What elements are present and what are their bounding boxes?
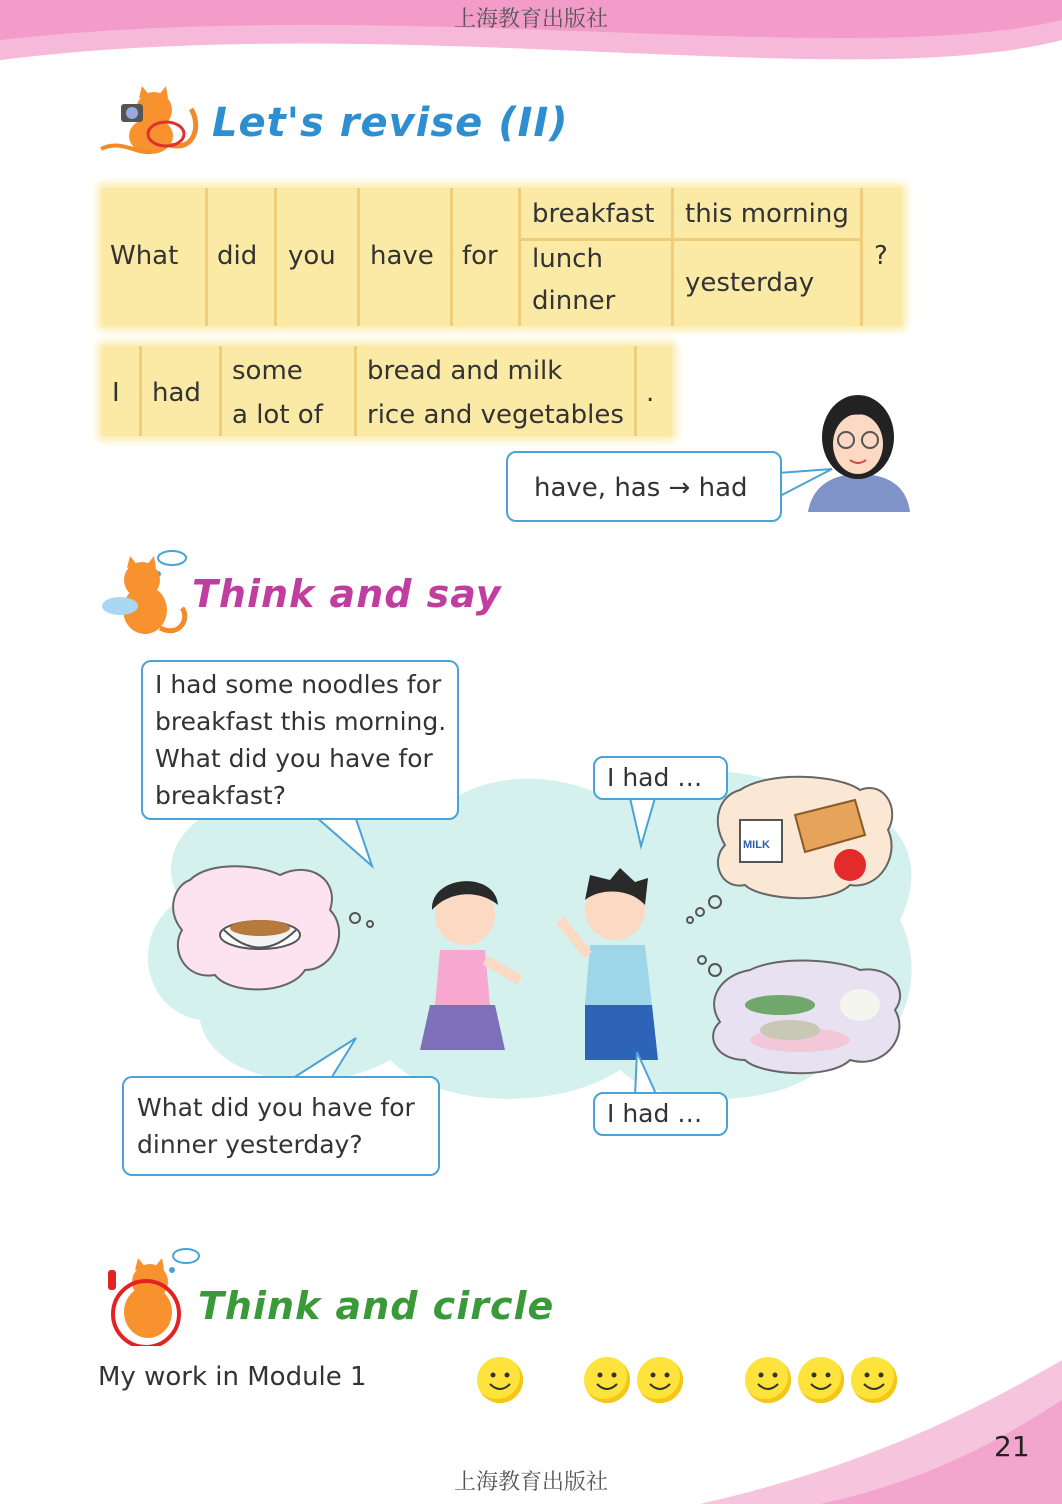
smiley-face-icon[interactable]	[745, 1357, 791, 1403]
smiley-face-icon[interactable]	[477, 1357, 523, 1403]
word-what: What	[110, 241, 179, 271]
question-table	[102, 188, 902, 326]
publisher-footer: 上海教育出版社	[453, 1470, 608, 1495]
word-breakfast: breakfast	[532, 199, 655, 229]
word-have: have	[370, 241, 434, 271]
word-i: I	[112, 378, 120, 408]
cat-plate-icon	[100, 548, 192, 644]
word-for: for	[462, 241, 498, 271]
word-dinner: dinner	[532, 286, 616, 316]
bubble-tail-boy-top	[625, 796, 665, 850]
girl-breakfast-bubble: I had some noodles for breakfast this morning. What did you have for breakfast?	[141, 660, 459, 820]
cat-circle-icon	[98, 1246, 204, 1346]
cat-camera-icon	[96, 84, 206, 164]
word-you: you	[288, 241, 336, 271]
teacher-speech-bubble: have, has → had	[506, 451, 782, 522]
word-rice-veg: rice and vegetables	[367, 400, 624, 430]
word-this-morning: this morning	[685, 199, 849, 229]
smiley-face-icon[interactable]	[798, 1357, 844, 1403]
lets-revise-title: Let's revise (II)	[212, 100, 569, 146]
smiley-face-icon[interactable]	[851, 1357, 897, 1403]
think-and-say-title: Think and say	[192, 572, 502, 616]
period: .	[646, 378, 655, 408]
think-and-circle-title: Think and circle	[198, 1284, 555, 1328]
word-had: had	[152, 378, 201, 408]
boy-answer-bubble-top: I had …	[593, 756, 728, 800]
teacher-illustration	[798, 382, 916, 514]
publisher-header: 上海教育出版社	[453, 7, 608, 32]
question-mark: ?	[874, 241, 888, 271]
bubble-tail-boy-bottom	[625, 1050, 665, 1098]
word-lunch: lunch	[532, 244, 603, 274]
boy-answer-bubble-bottom: I had …	[593, 1092, 728, 1136]
word-bread-milk: bread and milk	[367, 356, 563, 386]
answer-table	[102, 346, 672, 436]
bubble-tail-girl-top	[300, 814, 380, 874]
word-yesterday: yesterday	[685, 268, 815, 298]
word-did: did	[217, 241, 258, 271]
page-number: 21	[994, 1430, 1030, 1463]
smiley-face-icon[interactable]	[584, 1357, 630, 1403]
word-some: some	[232, 356, 303, 386]
milk-carton-label: MILK	[743, 839, 770, 851]
girl-dinner-bubble: What did you have for dinner yesterday?	[122, 1076, 440, 1176]
smiley-face-icon[interactable]	[637, 1357, 683, 1403]
my-work-label: My work in Module 1	[98, 1362, 367, 1392]
word-a-lot-of: a lot of	[232, 400, 323, 430]
